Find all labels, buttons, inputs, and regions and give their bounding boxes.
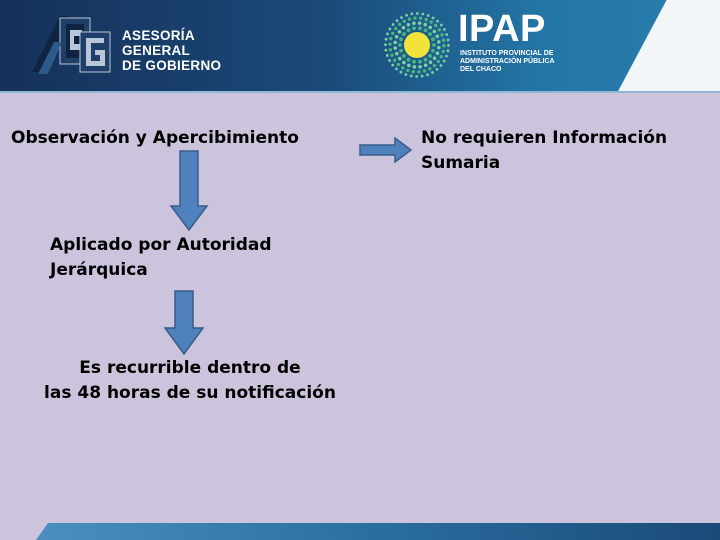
sun-dot <box>384 43 387 46</box>
sun-dot <box>405 73 408 76</box>
sun-dot <box>433 30 437 34</box>
sun-dot <box>432 43 436 47</box>
asesoria-logo-text <box>122 28 221 73</box>
ipap-sub-line-1: INSTITUTO PROVINCIAL DE <box>460 50 554 57</box>
header-divider <box>0 91 720 93</box>
sun-dot <box>443 60 446 63</box>
sun-dot <box>396 19 399 22</box>
footer-bar <box>0 523 720 540</box>
sun-dot <box>428 67 431 70</box>
sun-dot <box>445 33 448 36</box>
sun-dot <box>391 32 394 35</box>
sun-dot <box>427 14 430 17</box>
ipap-sub-line-3: DEL CHACO <box>460 66 502 73</box>
sun-dot <box>398 57 402 61</box>
sun-dot <box>440 64 443 67</box>
node-aplicado-line-2: Jerárquica <box>50 260 148 280</box>
sun-dot <box>400 71 403 74</box>
sun-dot <box>412 21 416 25</box>
sun-dot <box>426 73 429 76</box>
sun-dot <box>390 54 393 57</box>
sun-dot <box>440 33 443 36</box>
sun-dot <box>394 27 397 30</box>
node-no-requieren-line-2: Sumaria <box>421 153 501 173</box>
sun-dot <box>417 70 420 73</box>
sun-dot <box>408 17 411 20</box>
node-aplicado <box>50 233 272 283</box>
sun-dot <box>415 75 418 78</box>
sun-dot <box>407 23 411 27</box>
sun-dot <box>407 28 411 32</box>
aag-line-2: GENERAL <box>122 43 191 58</box>
sun-dot <box>440 55 443 58</box>
sun-dot <box>385 38 388 41</box>
sun-dot <box>389 48 392 51</box>
sun-dot <box>442 39 445 42</box>
sun-dot <box>424 63 428 67</box>
sun-dot <box>431 49 435 53</box>
sun-dot <box>389 37 392 40</box>
sun-dot <box>386 33 389 36</box>
sun-dot <box>413 16 416 19</box>
sun-dot <box>407 58 411 62</box>
node-aplicado-line-1: Aplicado por Autoridad <box>50 235 272 255</box>
sun-dot <box>410 13 413 16</box>
sun-dot <box>405 14 408 17</box>
sun-dot <box>418 65 422 69</box>
sun-dot <box>436 51 440 55</box>
sun-dot <box>413 65 417 69</box>
sun-dot <box>434 24 437 27</box>
sun-dot <box>421 75 424 78</box>
node-recurrible-line-1: Es recurrible dentro de <box>79 358 301 378</box>
sun-dot <box>436 68 439 71</box>
sun-dot <box>406 69 409 72</box>
sun-dot <box>410 75 413 78</box>
sun-dot <box>445 55 448 58</box>
sun-dot <box>395 35 399 39</box>
sun-dot <box>401 66 404 69</box>
sun-dot <box>428 32 432 36</box>
sun-dot <box>398 23 401 26</box>
sun-dot <box>385 49 388 52</box>
sun-dot <box>436 20 439 23</box>
sun-dot <box>437 60 440 63</box>
aag-line-3: DE GOBIERNO <box>122 58 222 73</box>
sun-dot <box>398 30 402 34</box>
sun-dot <box>442 50 445 53</box>
sun-dot <box>393 41 397 45</box>
sun-dot <box>388 28 391 31</box>
sun-dot <box>388 59 391 62</box>
sun-dot <box>428 26 432 30</box>
sun-dot <box>416 12 419 15</box>
sun-dot <box>386 54 389 57</box>
sun-dot <box>402 32 406 36</box>
sun-dot <box>400 16 403 19</box>
sun-dot <box>391 64 394 67</box>
sun-dot <box>412 26 416 30</box>
header-corner-decoration <box>608 0 720 92</box>
sun-dot <box>443 28 446 31</box>
sun-dot <box>403 20 406 23</box>
sun-dot <box>412 60 416 64</box>
sun-dot <box>407 64 411 68</box>
node-recurrible <box>20 356 360 406</box>
ipap-subtitle <box>460 50 555 74</box>
sun-dot <box>423 69 426 72</box>
sun-dot <box>437 40 441 44</box>
ipap-sun-icon <box>383 11 451 79</box>
sun-dot <box>433 64 436 67</box>
sun-dot <box>431 71 434 74</box>
sun-dot <box>440 24 443 27</box>
sun-dot <box>395 52 399 56</box>
sun-dot <box>429 61 433 65</box>
sun-dot <box>424 58 428 62</box>
sun-dot <box>388 42 391 45</box>
sun-dot <box>402 54 406 58</box>
ipap-title: IPAP <box>458 8 546 50</box>
node-no-requieren-line-1: No requieren Información <box>421 128 668 148</box>
arrow-right-icon <box>359 137 413 163</box>
ipap-sub-line-2: ADMINISTRACIÓN PÚBLICA <box>460 58 555 65</box>
sun-dot <box>395 68 398 71</box>
sun-dot <box>447 44 450 47</box>
node-observacion: Observación y Apercibimiento <box>11 128 299 148</box>
sun-dot <box>398 43 402 47</box>
arrow-down-icon <box>169 150 209 232</box>
node-no-requieren <box>421 126 667 176</box>
sun-dot <box>399 49 403 53</box>
sun-dot <box>402 26 406 30</box>
asesoria-logo-icon <box>30 12 112 76</box>
sun-dot <box>412 70 415 73</box>
sun-dot <box>418 60 422 64</box>
sun-dot <box>438 28 441 31</box>
sun-dot <box>433 56 437 60</box>
sun-dot <box>430 20 433 23</box>
header-banner <box>0 0 720 92</box>
sun-dot <box>418 26 422 30</box>
sun-dot <box>418 21 422 25</box>
aag-line-1: ASESORÍA <box>122 28 195 43</box>
sun-dot <box>419 17 422 20</box>
sun-dot <box>393 59 396 62</box>
sun-dot <box>402 61 406 65</box>
node-recurrible-line-2: las 48 horas de su notificación <box>44 383 336 403</box>
sun-dot <box>424 28 428 32</box>
sun-dot <box>437 46 441 50</box>
sun-dot <box>399 37 403 41</box>
sun-dot <box>447 38 450 41</box>
sun-dot <box>424 18 427 21</box>
sun-dot <box>447 49 450 52</box>
sun-dot <box>397 63 400 66</box>
sun-dot <box>393 46 397 50</box>
sun-dot <box>431 37 435 41</box>
sun-dot <box>421 13 424 16</box>
sun-dot <box>423 23 427 27</box>
sun-dot <box>432 16 435 19</box>
sun-dot <box>428 54 432 58</box>
sun-dot <box>442 44 445 47</box>
sun-dot <box>435 35 439 39</box>
arrow-down-icon <box>163 290 205 356</box>
sun-dot <box>392 23 395 26</box>
